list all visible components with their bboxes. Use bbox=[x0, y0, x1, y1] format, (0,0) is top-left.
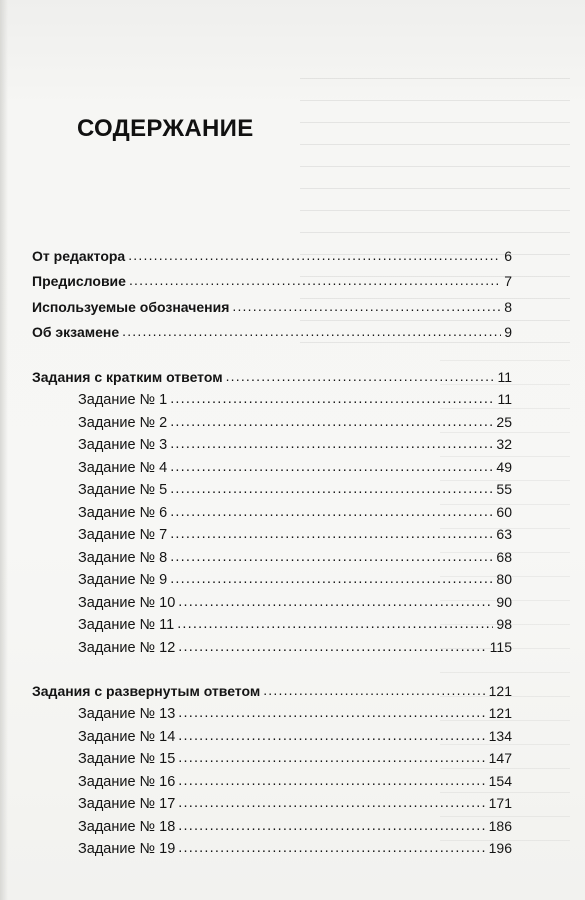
toc-entry-label: Задание № 9 bbox=[78, 572, 168, 588]
dot-leader bbox=[170, 524, 493, 544]
toc-entry bbox=[32, 703, 512, 723]
toc-entry-page-number: 154 bbox=[488, 773, 512, 789]
toc-entry-label: Задания с кратким ответом bbox=[32, 369, 223, 385]
toc-entry-label: От редактора bbox=[32, 248, 126, 264]
toc-entry bbox=[32, 771, 512, 791]
dot-leader bbox=[178, 726, 485, 746]
toc-entry-label: Задание № 6 bbox=[78, 505, 168, 521]
toc-entry-page-number: 134 bbox=[488, 728, 512, 744]
toc-entry-page-number: 147 bbox=[488, 750, 512, 766]
dot-leader bbox=[177, 614, 493, 634]
toc-entry-label: Предисловие bbox=[32, 273, 126, 289]
dot-leader bbox=[226, 366, 495, 386]
toc-entry bbox=[32, 569, 512, 589]
toc-entry-label: Задание № 4 bbox=[78, 460, 168, 476]
toc-entry-label: Задание № 19 bbox=[78, 841, 176, 857]
toc-entry-label: Используемые обозначения bbox=[32, 299, 230, 315]
dot-leader bbox=[178, 703, 485, 723]
toc-entry-page-number: 121 bbox=[488, 705, 512, 721]
toc-entry-label: Задание № 15 bbox=[78, 751, 176, 767]
toc-entry bbox=[32, 271, 512, 291]
toc-entry-label: Задание № 8 bbox=[78, 550, 168, 566]
toc-entry bbox=[32, 434, 512, 454]
toc-entry-page-number: 55 bbox=[496, 481, 512, 497]
dot-leader bbox=[178, 637, 486, 657]
toc-entry-label: Об экзамене bbox=[32, 324, 120, 340]
toc-entry-label: Задания с развернутым ответом bbox=[32, 683, 261, 699]
dot-leader bbox=[122, 321, 501, 341]
toc-entry-label: Задание № 13 bbox=[78, 706, 176, 722]
toc-entry-label: Задание № 1 bbox=[78, 392, 168, 408]
toc-entry bbox=[32, 592, 512, 612]
dot-leader bbox=[170, 502, 493, 522]
toc-entry bbox=[32, 389, 512, 409]
toc-entry-label: Задание № 7 bbox=[78, 527, 168, 543]
dot-leader bbox=[178, 838, 485, 858]
toc-entry-page-number: 8 bbox=[504, 299, 512, 315]
toc-entry-page-number: 90 bbox=[496, 594, 512, 610]
toc-entry-label: Задание № 5 bbox=[78, 482, 168, 498]
toc-entry-page-number: 6 bbox=[504, 248, 512, 264]
toc-entry-page-number: 121 bbox=[488, 683, 512, 699]
toc-entry bbox=[32, 297, 512, 317]
toc-entry-page-number: 80 bbox=[496, 571, 512, 587]
toc-entry bbox=[32, 637, 512, 657]
toc-entry-page-number: 49 bbox=[496, 459, 512, 475]
toc-entry bbox=[32, 547, 512, 567]
dot-leader bbox=[170, 434, 493, 454]
dot-leader bbox=[170, 412, 493, 432]
toc-entry bbox=[32, 246, 512, 266]
toc-entry bbox=[32, 726, 512, 746]
toc-entry bbox=[32, 838, 512, 858]
toc-entry bbox=[32, 502, 512, 522]
toc-entry-page-number: 9 bbox=[504, 324, 512, 340]
dot-leader bbox=[170, 457, 493, 477]
toc-entry-page-number: 60 bbox=[496, 504, 512, 520]
toc-entry-page-number: 68 bbox=[496, 549, 512, 565]
toc-entry bbox=[32, 748, 512, 768]
page-title: СОДЕРЖАНИЕ bbox=[77, 115, 254, 142]
dot-leader bbox=[232, 296, 501, 316]
toc-entry-label: Задание № 12 bbox=[78, 640, 176, 656]
toc-entry bbox=[32, 457, 512, 477]
dot-leader bbox=[178, 771, 485, 791]
toc-entry-page-number: 186 bbox=[488, 818, 512, 834]
dot-leader bbox=[170, 569, 493, 589]
toc-entry-label: Задание № 11 bbox=[78, 617, 175, 633]
toc-entry-page-number: 196 bbox=[488, 840, 512, 856]
dot-leader bbox=[178, 816, 485, 836]
toc-entry-label: Задание № 14 bbox=[78, 729, 176, 745]
dot-leader bbox=[263, 680, 485, 700]
dot-leader bbox=[170, 389, 494, 409]
toc-entry-page-number: 98 bbox=[496, 616, 512, 632]
dot-leader bbox=[178, 592, 493, 612]
toc-entry-page-number: 32 bbox=[496, 436, 512, 452]
toc-entry-page-number: 63 bbox=[496, 526, 512, 542]
toc-entry-page-number: 7 bbox=[504, 273, 512, 289]
toc-entry-label: Задание № 10 bbox=[78, 595, 176, 611]
toc-entry-label: Задание № 18 bbox=[78, 819, 176, 835]
toc-entry-label: Задание № 2 bbox=[78, 415, 168, 431]
toc-entry bbox=[32, 681, 512, 701]
toc-entry-label: Задание № 16 bbox=[78, 774, 176, 790]
toc-entry bbox=[32, 412, 512, 432]
toc-entry-page-number: 11 bbox=[497, 391, 512, 407]
toc-entry-page-number: 11 bbox=[497, 369, 512, 385]
toc-entry-page-number: 25 bbox=[496, 414, 512, 430]
dot-leader bbox=[170, 479, 493, 499]
page-spine-shadow bbox=[0, 0, 8, 900]
toc-entry-page-number: 115 bbox=[489, 639, 512, 655]
toc-entry bbox=[32, 614, 512, 634]
toc-entry-label: Задание № 17 bbox=[78, 796, 176, 812]
dot-leader bbox=[178, 793, 485, 813]
toc-entry bbox=[32, 322, 512, 342]
toc-entry bbox=[32, 479, 512, 499]
toc-entry-page-number: 171 bbox=[488, 795, 512, 811]
toc-entry bbox=[32, 816, 512, 836]
dot-leader bbox=[170, 547, 493, 567]
dot-leader bbox=[129, 270, 501, 290]
toc-entry bbox=[32, 793, 512, 813]
dot-leader bbox=[178, 748, 485, 768]
toc-entry bbox=[32, 524, 512, 544]
toc-entry bbox=[32, 367, 512, 387]
dot-leader bbox=[128, 245, 501, 265]
toc-entry-label: Задание № 3 bbox=[78, 437, 168, 453]
